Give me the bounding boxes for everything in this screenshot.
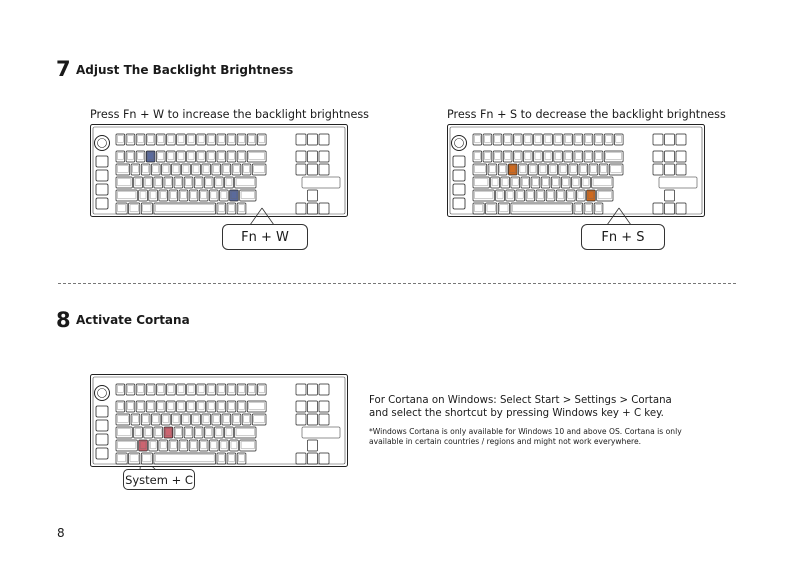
step-7-title: Adjust The Backlight Brightness [76,63,294,77]
cortana-note: *Windows Cortana is only available for Windows 10 and above OS. Cortana is only available in certain countries / regions and might not work everywhere. [369,427,682,446]
cortana-description: For Cortana on Windows: Select Start > Settings > Cortana and select the shortcut by pressing Windows key + C key. [369,395,672,419]
keyboard-diagram-cortana [90,374,348,467]
page-number: 8 [57,526,65,540]
key-combo-system-c: System + C [123,469,195,490]
key-combo-fn-s: Fn + S [581,224,665,250]
panel-caption-increase: Press Fn + W to increase the backlight brightness [90,108,369,121]
key-combo-fn-w: Fn + W [222,224,308,250]
step-7-number: 7 [56,57,71,81]
panel-caption-decrease: Press Fn + S to decrease the backlight brightness [447,108,726,121]
step-8-title: Activate Cortana [76,313,190,327]
step-8-number: 8 [56,308,71,332]
section-divider [58,283,736,284]
